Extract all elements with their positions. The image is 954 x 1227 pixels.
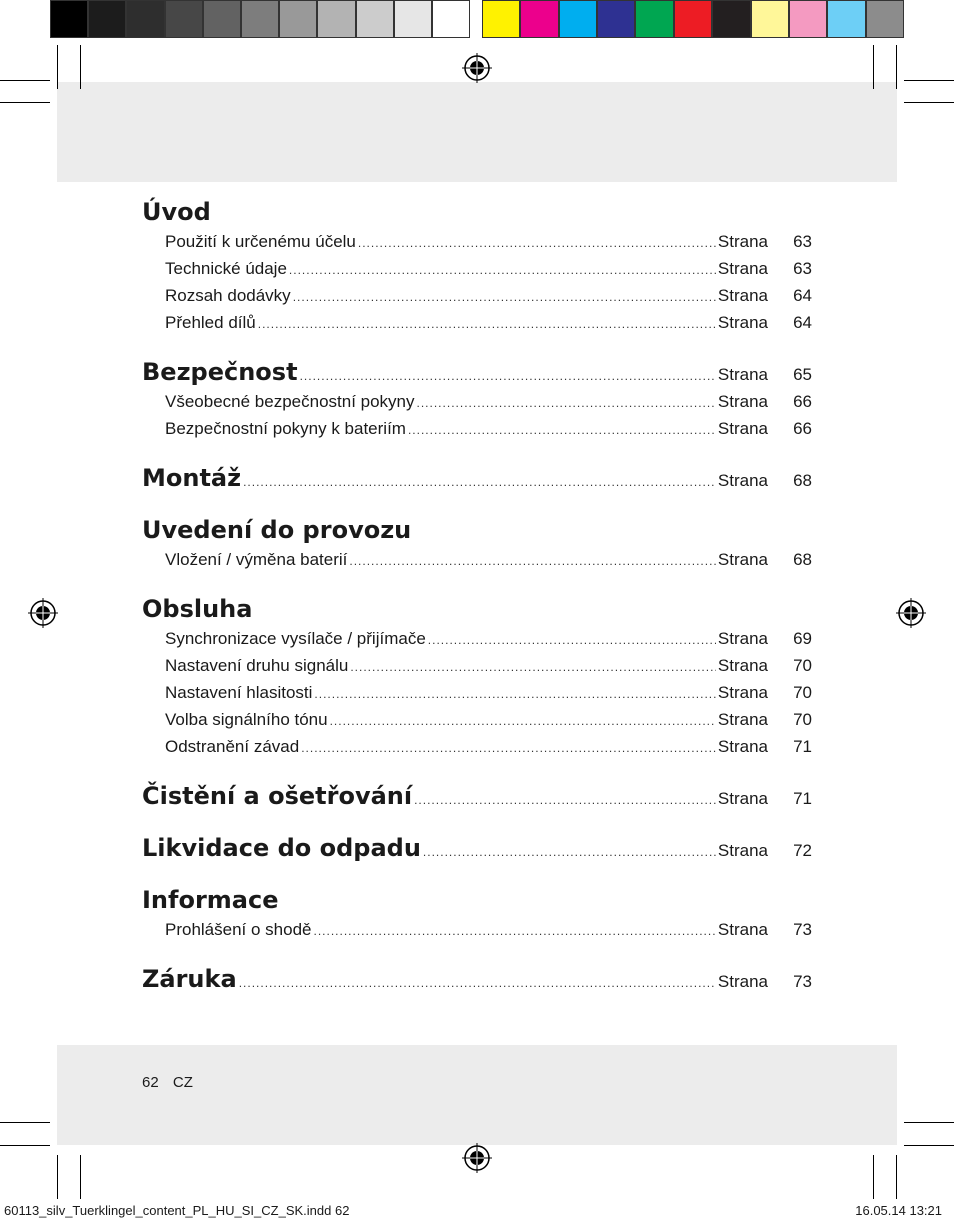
- leader-dots: [314, 924, 716, 938]
- entry-label: Technické údaje: [165, 259, 287, 278]
- strana-label: Strana: [717, 710, 768, 729]
- strana-label: Strana: [717, 232, 768, 251]
- color-swatch: [597, 0, 635, 38]
- color-swatch: [674, 0, 712, 38]
- entry-label: Všeobecné bezpečnostní pokyny: [165, 392, 415, 411]
- color-swatch: [317, 0, 355, 38]
- toc-entry[interactable]: [142, 920, 812, 947]
- registration-mark-icon: [462, 1143, 492, 1173]
- entry-label: Použití k určenému účelu: [165, 232, 356, 251]
- color-swatch: [751, 0, 789, 38]
- color-calibration-bar-color: [482, 0, 904, 40]
- toc-entry[interactable]: [142, 286, 812, 313]
- toc-page-number: 73: [793, 920, 812, 939]
- crop-mark: [80, 1155, 81, 1199]
- strana-label: Strana: [717, 550, 768, 569]
- leader-dots: [350, 660, 716, 674]
- crop-mark: [904, 102, 954, 103]
- leader-dots: [414, 793, 716, 807]
- section-title: Záruka: [142, 965, 237, 993]
- section-title: Likvidace do odpadu: [142, 834, 421, 862]
- color-swatch: [50, 0, 88, 38]
- leader-dots: [239, 976, 716, 990]
- leader-dots: [293, 290, 716, 304]
- entry-label: Nastavení hlasitosti: [165, 683, 313, 702]
- strana-label: Strana: [717, 471, 768, 490]
- toc-section-heading[interactable]: [142, 965, 812, 999]
- leader-dots: [300, 369, 716, 383]
- toc-section: [142, 834, 812, 868]
- section-title: Informace: [142, 886, 279, 914]
- strana-label: Strana: [717, 629, 768, 648]
- crop-mark: [0, 102, 50, 103]
- leader-dots: [428, 633, 716, 647]
- crop-mark: [904, 1122, 954, 1123]
- entry-label: Synchronizace vysílače / přijímače: [165, 629, 426, 648]
- leader-dots: [301, 741, 716, 755]
- section-title: Uvedení do provozu: [142, 516, 412, 544]
- toc-page-number: 65: [793, 365, 812, 384]
- strana-label: Strana: [717, 392, 768, 411]
- color-swatch: [241, 0, 279, 38]
- toc-entry[interactable]: [142, 710, 812, 737]
- color-swatch: [88, 0, 126, 38]
- toc-page-number: 68: [793, 550, 812, 569]
- crop-mark: [80, 45, 81, 89]
- strana-label: Strana: [717, 841, 768, 860]
- color-calibration-bar-grayscale: [50, 0, 470, 40]
- section-title: Obsluha: [142, 595, 253, 623]
- toc-page-number: 69: [793, 629, 812, 648]
- toc-section-heading[interactable]: [142, 358, 812, 392]
- toc-page-number: 63: [793, 259, 812, 278]
- toc-entry[interactable]: [142, 259, 812, 286]
- toc-section: [142, 595, 812, 764]
- entry-label: Bezpečnostní pokyny k bateriím: [165, 419, 406, 438]
- crop-mark: [896, 1155, 897, 1199]
- toc-section: [142, 782, 812, 816]
- toc-section-heading[interactable]: [142, 886, 812, 920]
- toc-page-number: 70: [793, 683, 812, 702]
- entry-label: Rozsah dodávky: [165, 286, 291, 305]
- color-swatch: [866, 0, 904, 38]
- entry-label: Prohlášení o shodě: [165, 920, 312, 939]
- toc-section: [142, 965, 812, 999]
- color-swatch: [520, 0, 558, 38]
- toc-page-number: 68: [793, 471, 812, 490]
- strana-label: Strana: [717, 920, 768, 939]
- strana-label: Strana: [717, 737, 768, 756]
- color-swatch: [827, 0, 865, 38]
- strana-label: Strana: [717, 259, 768, 278]
- crop-mark: [873, 1155, 874, 1199]
- registration-mark-icon: [462, 53, 492, 83]
- leader-dots: [243, 475, 716, 489]
- leader-dots: [417, 396, 716, 410]
- leader-dots: [349, 554, 716, 568]
- toc-entry[interactable]: [142, 232, 812, 259]
- registration-mark-icon: [896, 598, 926, 628]
- crop-mark: [57, 1155, 58, 1199]
- toc-entry[interactable]: [142, 683, 812, 710]
- language-code: CZ: [172, 1074, 193, 1091]
- toc-page-number: 63: [793, 232, 812, 251]
- toc-entry[interactable]: [142, 656, 812, 683]
- color-swatch: [356, 0, 394, 38]
- color-swatch: [559, 0, 597, 38]
- page-number: 62: [142, 1074, 159, 1091]
- section-title: Úvod: [142, 198, 211, 226]
- toc-page-number: 70: [793, 710, 812, 729]
- entry-label: Nastavení druhu signálu: [165, 656, 349, 675]
- table-of-contents: [142, 198, 812, 1017]
- toc-section: [142, 358, 812, 446]
- toc-section: [142, 886, 812, 947]
- strana-label: Strana: [717, 286, 768, 305]
- color-swatch: [789, 0, 827, 38]
- crop-mark: [904, 1145, 954, 1146]
- print-slug-filename: 60113_silv_Tuerklingel_content_PL_HU_SI_CZ_SK.indd 62: [4, 1203, 350, 1218]
- toc-section-heading[interactable]: [142, 782, 812, 816]
- crop-mark: [0, 80, 50, 81]
- leader-dots: [358, 236, 716, 250]
- toc-section-heading[interactable]: [142, 198, 812, 232]
- color-swatch: [432, 0, 470, 38]
- color-swatch: [279, 0, 317, 38]
- leader-dots: [330, 714, 716, 728]
- toc-page-number: 70: [793, 656, 812, 675]
- toc-entry[interactable]: [142, 550, 812, 577]
- toc-entry[interactable]: [142, 392, 812, 419]
- toc-page-number: 71: [793, 737, 812, 756]
- toc-section-heading[interactable]: [142, 834, 812, 868]
- toc-section-heading[interactable]: [142, 595, 812, 629]
- toc-entry[interactable]: [142, 629, 812, 656]
- crop-mark: [57, 45, 58, 89]
- crop-mark: [904, 80, 954, 81]
- section-title: Čistění a ošetřování: [142, 782, 413, 810]
- leader-dots: [314, 687, 716, 701]
- color-swatch: [165, 0, 203, 38]
- color-swatch: [203, 0, 241, 38]
- entry-label: Volba signálního tónu: [165, 710, 328, 729]
- entry-label: Odstranění závad: [165, 737, 300, 756]
- color-swatch: [635, 0, 673, 38]
- print-slug-date: 16.05.14 13:21: [855, 1203, 942, 1218]
- leader-dots: [408, 423, 716, 437]
- toc-section: [142, 464, 812, 498]
- header-band: [57, 82, 897, 182]
- crop-mark: [0, 1145, 50, 1146]
- toc-page-number: 73: [793, 972, 812, 991]
- crop-mark: [896, 45, 897, 89]
- toc-page-number: 64: [793, 286, 812, 305]
- toc-page-number: 71: [793, 789, 812, 808]
- color-swatch: [394, 0, 432, 38]
- toc-section: [142, 198, 812, 340]
- strana-label: Strana: [717, 365, 768, 384]
- strana-label: Strana: [717, 789, 768, 808]
- entry-label: Přehled dílů: [165, 313, 256, 332]
- leader-dots: [289, 263, 716, 277]
- color-swatch: [482, 0, 520, 38]
- section-title: Bezpečnost: [142, 358, 298, 386]
- crop-mark: [0, 1122, 50, 1123]
- toc-page-number: 66: [793, 392, 812, 411]
- leader-dots: [423, 845, 716, 859]
- toc-entry[interactable]: [142, 313, 812, 340]
- entry-label: Vložení / výměna baterií: [165, 550, 348, 569]
- strana-label: Strana: [717, 972, 768, 991]
- toc-page-number: 72: [793, 841, 812, 860]
- toc-entry[interactable]: [142, 737, 812, 764]
- strana-label: Strana: [717, 419, 768, 438]
- toc-section-heading[interactable]: [142, 516, 812, 550]
- strana-label: Strana: [717, 656, 768, 675]
- strana-label: Strana: [717, 683, 768, 702]
- color-swatch: [126, 0, 164, 38]
- leader-dots: [258, 317, 716, 331]
- toc-page-number: 66: [793, 419, 812, 438]
- strana-label: Strana: [717, 313, 768, 332]
- crop-mark: [873, 45, 874, 89]
- section-title: Montáž: [142, 464, 242, 492]
- toc-page-number: 64: [793, 313, 812, 332]
- page-footer: [142, 1074, 203, 1091]
- color-swatch: [712, 0, 750, 38]
- toc-section: [142, 516, 812, 577]
- toc-entry[interactable]: [142, 419, 812, 446]
- registration-mark-icon: [28, 598, 58, 628]
- toc-section-heading[interactable]: [142, 464, 812, 498]
- footer-band: [57, 1045, 897, 1145]
